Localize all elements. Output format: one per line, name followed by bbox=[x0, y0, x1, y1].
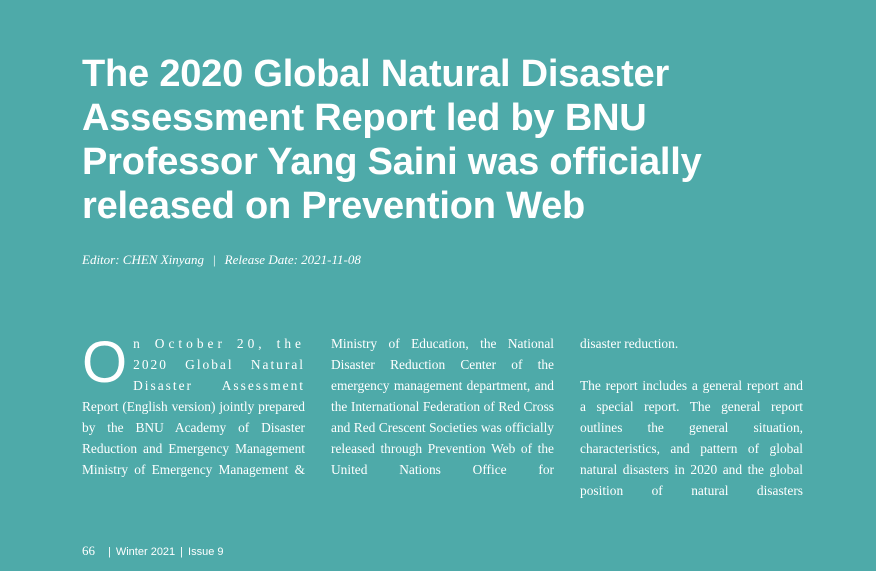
footer-separator-2: | bbox=[180, 546, 184, 558]
body-column-1 bbox=[82, 330, 305, 480]
byline bbox=[82, 252, 361, 268]
col1-line-2: 2020 Global Natural bbox=[133, 357, 305, 372]
col3-paragraph-1: disaster reduction. bbox=[580, 336, 679, 351]
drop-cap: O bbox=[82, 330, 128, 395]
page-footer bbox=[82, 543, 224, 559]
col1-line-3: Disaster Assessment bbox=[133, 378, 305, 393]
issue-number: Issue 9 bbox=[188, 546, 224, 558]
issue-season: Winter 2021 bbox=[115, 546, 176, 558]
col1-paragraph: Report (English version) jointly prepared by the BNU Academy of Disaster Reduction and Emergency Management Ministry of Emergency Management & bbox=[82, 399, 305, 477]
footer-separator-1: | bbox=[108, 546, 111, 558]
release-date: Release Date: 2021-11-08 bbox=[224, 252, 361, 267]
col2-paragraph: Ministry of Education, the National Disaster Reduction Center of the emergency management department, and the International Federation of Red Cross and Red Crescent Societies was officially released through Prevention Web of the United Nations Office for bbox=[331, 336, 554, 477]
byline-separator: | bbox=[213, 252, 216, 267]
col1-line-1: n October 20, the bbox=[133, 336, 305, 351]
editor-credit: Editor: CHEN Xinyang bbox=[82, 252, 205, 267]
article-title: The 2020 Global Natural Disaster Assessment Report led by BNU Professor Yang Saini was officially released on Prevention Web bbox=[82, 53, 702, 227]
col3-paragraph-2: The report includes a general report and a special report. The general report outlines the general situation, characteristics, and pattern of global natural disasters in 2020 and the global position of natural disasters bbox=[580, 378, 803, 498]
body-column-2 bbox=[331, 333, 554, 480]
page-number: 66 bbox=[82, 543, 95, 558]
body-column-3 bbox=[580, 333, 803, 501]
